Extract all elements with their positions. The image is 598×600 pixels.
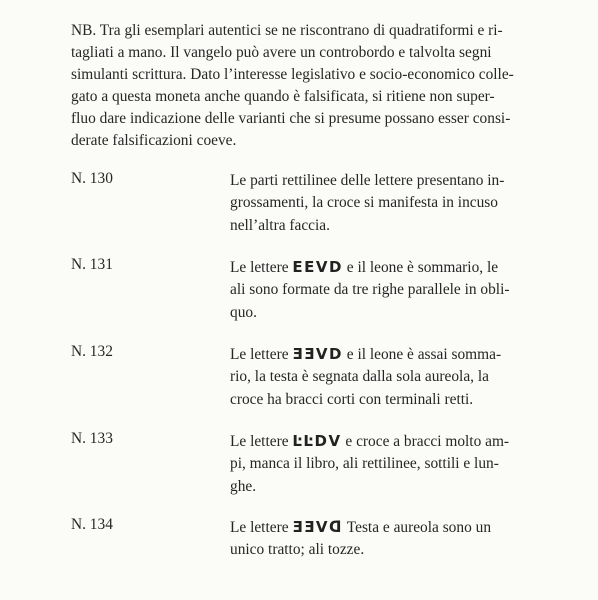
entry-description xyxy=(230,343,529,411)
entry-text: ghe. xyxy=(230,477,257,495)
entry-131 xyxy=(71,256,529,326)
intro-line: simulanti scrittura. Dato l’interesse legislativo e socio-economico colle- xyxy=(71,66,514,83)
entry-text: grossamenti, la croce si manifesta in incuso xyxy=(230,194,498,212)
entry-text: ali sono formate da tre righe parallele in obli- xyxy=(230,281,510,299)
intro-line: NB. Tra gli esemplari autentici se ne riscontrano di quadratiformi e ri- xyxy=(71,22,503,39)
entry-text: e il leone è sommario, le xyxy=(342,259,499,276)
entry-text-line xyxy=(230,256,529,279)
entry-text: Le lettere xyxy=(230,433,293,450)
entry-description xyxy=(230,170,529,237)
letter-legend: ƎƎVᗡ xyxy=(292,518,343,536)
entry-description xyxy=(230,516,529,562)
entry-text: rio, la testa è segnata dalla sola aureola, la xyxy=(230,368,489,386)
entry-text: e croce a bracci molto am- xyxy=(341,433,510,450)
entry-description xyxy=(230,430,529,498)
entry-text-line xyxy=(230,343,529,366)
entry-text: Le lettere xyxy=(230,519,293,536)
entry-text-line xyxy=(230,516,529,539)
entry-number: N. 133 xyxy=(71,430,113,447)
entry-text: Le lettere xyxy=(230,346,293,363)
letter-legend: ƎƎVD xyxy=(292,345,343,363)
entry-number: N. 131 xyxy=(71,256,113,273)
entry-number: N. 132 xyxy=(71,343,113,360)
intro-paragraph xyxy=(71,20,529,152)
entry-text: Le parti rettilinee delle lettere presentano in- xyxy=(230,172,505,189)
letter-legend: ĿĿDV xyxy=(292,432,342,450)
entry-text: Le lettere xyxy=(230,259,293,276)
entry-text: e il leone è assai somma- xyxy=(342,346,502,363)
entry-text-line xyxy=(230,430,529,453)
entry-number: N. 134 xyxy=(71,516,113,533)
intro-line: fluo dare indicazione delle varianti che si presume possano esser consi- xyxy=(71,110,511,127)
intro-line: tagliati a mano. Il vangelo può avere un controbordo e talvolta segni xyxy=(71,44,492,61)
entry-text: croce ha bracci corti con terminali retti. xyxy=(230,390,474,408)
entry-text: unico tratto; ali tozze. xyxy=(230,541,365,559)
entry-text: Testa e aureola sono un xyxy=(342,519,492,536)
entry-132 xyxy=(71,343,529,413)
intro-line: gato a questa moneta anche quando è falsificata, si ritiene non super- xyxy=(71,88,495,105)
entry-text: pi, manca il libro, ali rettilinee, sottili e lun- xyxy=(230,455,499,473)
entry-134 xyxy=(71,516,529,586)
entry-130 xyxy=(71,170,529,240)
entry-text: nell’altra faccia. xyxy=(230,216,330,234)
entry-description xyxy=(230,256,529,324)
letter-legend: EEVD xyxy=(292,258,343,276)
entry-number: N. 130 xyxy=(71,170,113,187)
entry-133 xyxy=(71,430,529,500)
intro-line: derate falsificazioni coeve. xyxy=(71,132,237,149)
entry-text: quo. xyxy=(230,303,257,321)
